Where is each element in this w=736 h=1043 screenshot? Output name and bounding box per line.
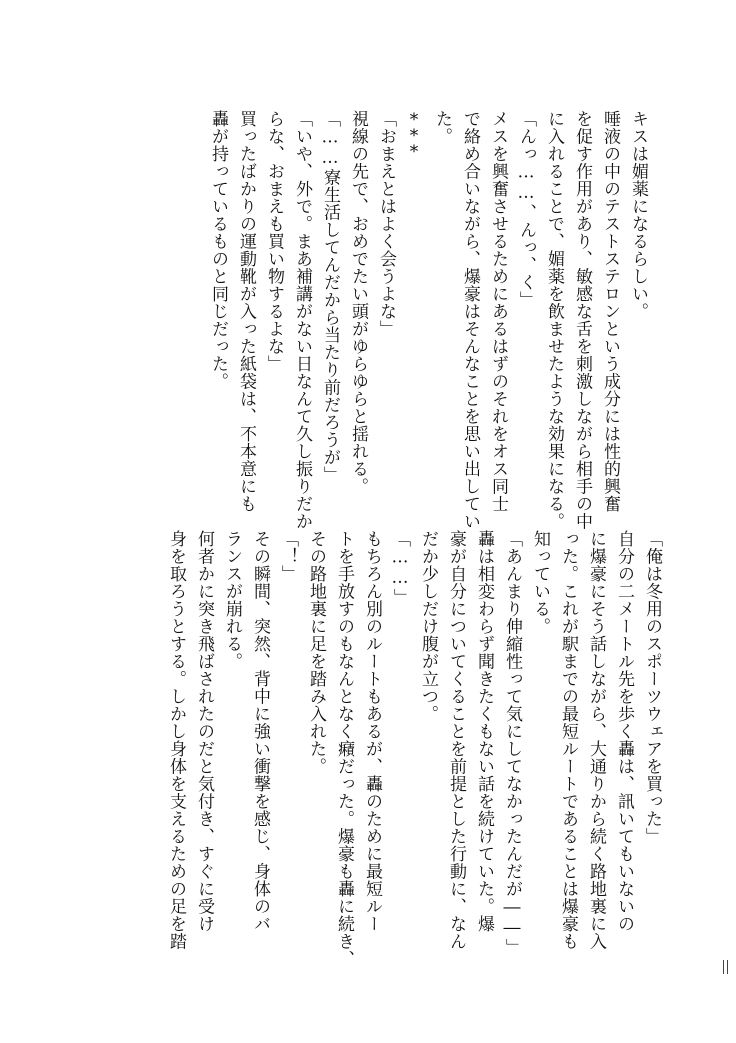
text-line: もちろん別のルートもあるが、轟のために最短ルー xyxy=(362,530,382,933)
text-line: 何者かに突き飛ばされたのだと気付き、すぐに受け xyxy=(194,530,214,933)
text-line: 豪が自分についてくることを前提とした行動に、なん xyxy=(446,530,466,950)
text-line: らな、おまえも買い物するよな」 xyxy=(264,110,284,373)
text-line: ランスが崩れる。 xyxy=(222,530,242,670)
upper-text-block xyxy=(128,110,652,530)
text-line: 「んっ……、んっ、く」 xyxy=(516,110,536,309)
text-line: 自分の二メートル先を歩く轟は、訊いてもいないの xyxy=(614,530,634,933)
text-line: キスは媚薬になるらしい。 xyxy=(628,110,648,320)
text-line: 「……」 xyxy=(390,530,410,606)
text-line: 轟は相変わらず聞きたくもない話を続けていた。爆 xyxy=(474,530,494,933)
text-line: トを手放すのもなんとなく癪だった。爆豪も轟に続き、 xyxy=(334,530,354,968)
text-line: その瞬間、突然、背中に強い衝撃を感じ、身体のバ xyxy=(250,530,270,933)
text-line: に爆豪にそう話しながら、大通りから続く路地裏に入 xyxy=(586,530,606,950)
text-line: を促す作用があり、敏感な舌を刺激しながら相手の中 xyxy=(572,110,592,530)
lower-text-block xyxy=(126,530,666,968)
page-edge-mark xyxy=(723,960,728,974)
text-line: 身を取ろうとする。しかし身体を支えるための足を踏 xyxy=(166,530,186,950)
text-line: 買ったばかりの運動靴が入った紙袋は、不本意にも xyxy=(236,110,256,513)
text-line: 「！」 xyxy=(278,530,298,583)
text-line: 視線の先で、おめでたい頭がゆらゆらと揺れる。 xyxy=(348,110,368,495)
text-line: 「おまえとはよく会うよな」 xyxy=(376,110,396,338)
text-line: で絡め合いながら、爆豪はそんなことを思い出してい xyxy=(460,110,480,530)
text-line: 「……寮生活してんだから当たり前だろうが」 xyxy=(320,110,340,484)
text-line: た。 xyxy=(432,110,452,145)
text-line: 轟が持っているものと同じだった。 xyxy=(208,110,228,390)
text-line: に入れることで、媚薬を飲ませたような効果になる。 xyxy=(544,110,564,530)
text-line: 知っている。 xyxy=(530,530,550,635)
text-line: った。これが駅までの最短ルートであることは爆豪も xyxy=(558,530,578,950)
text-line: その路地裏に足を踏み入れた。 xyxy=(306,530,326,775)
text-line: 「あんまり伸縮性って気にしてなかったんだが――」 xyxy=(502,530,522,956)
text-line: 唾液の中のテストステロンという成分には性的興奮 xyxy=(600,110,620,513)
text-line: メスを興奮させるためにあるはずのそれをオス同士 xyxy=(488,110,508,513)
text-line: だか少しだけ腹が立つ。 xyxy=(418,530,438,723)
scene-break-marker: *** xyxy=(404,110,424,158)
text-line: 「俺は冬用のスポーツウェアを買った」 xyxy=(642,530,662,845)
text-line: 「いや、外で。まあ補講がない日なんて久し振りだか xyxy=(292,110,312,530)
